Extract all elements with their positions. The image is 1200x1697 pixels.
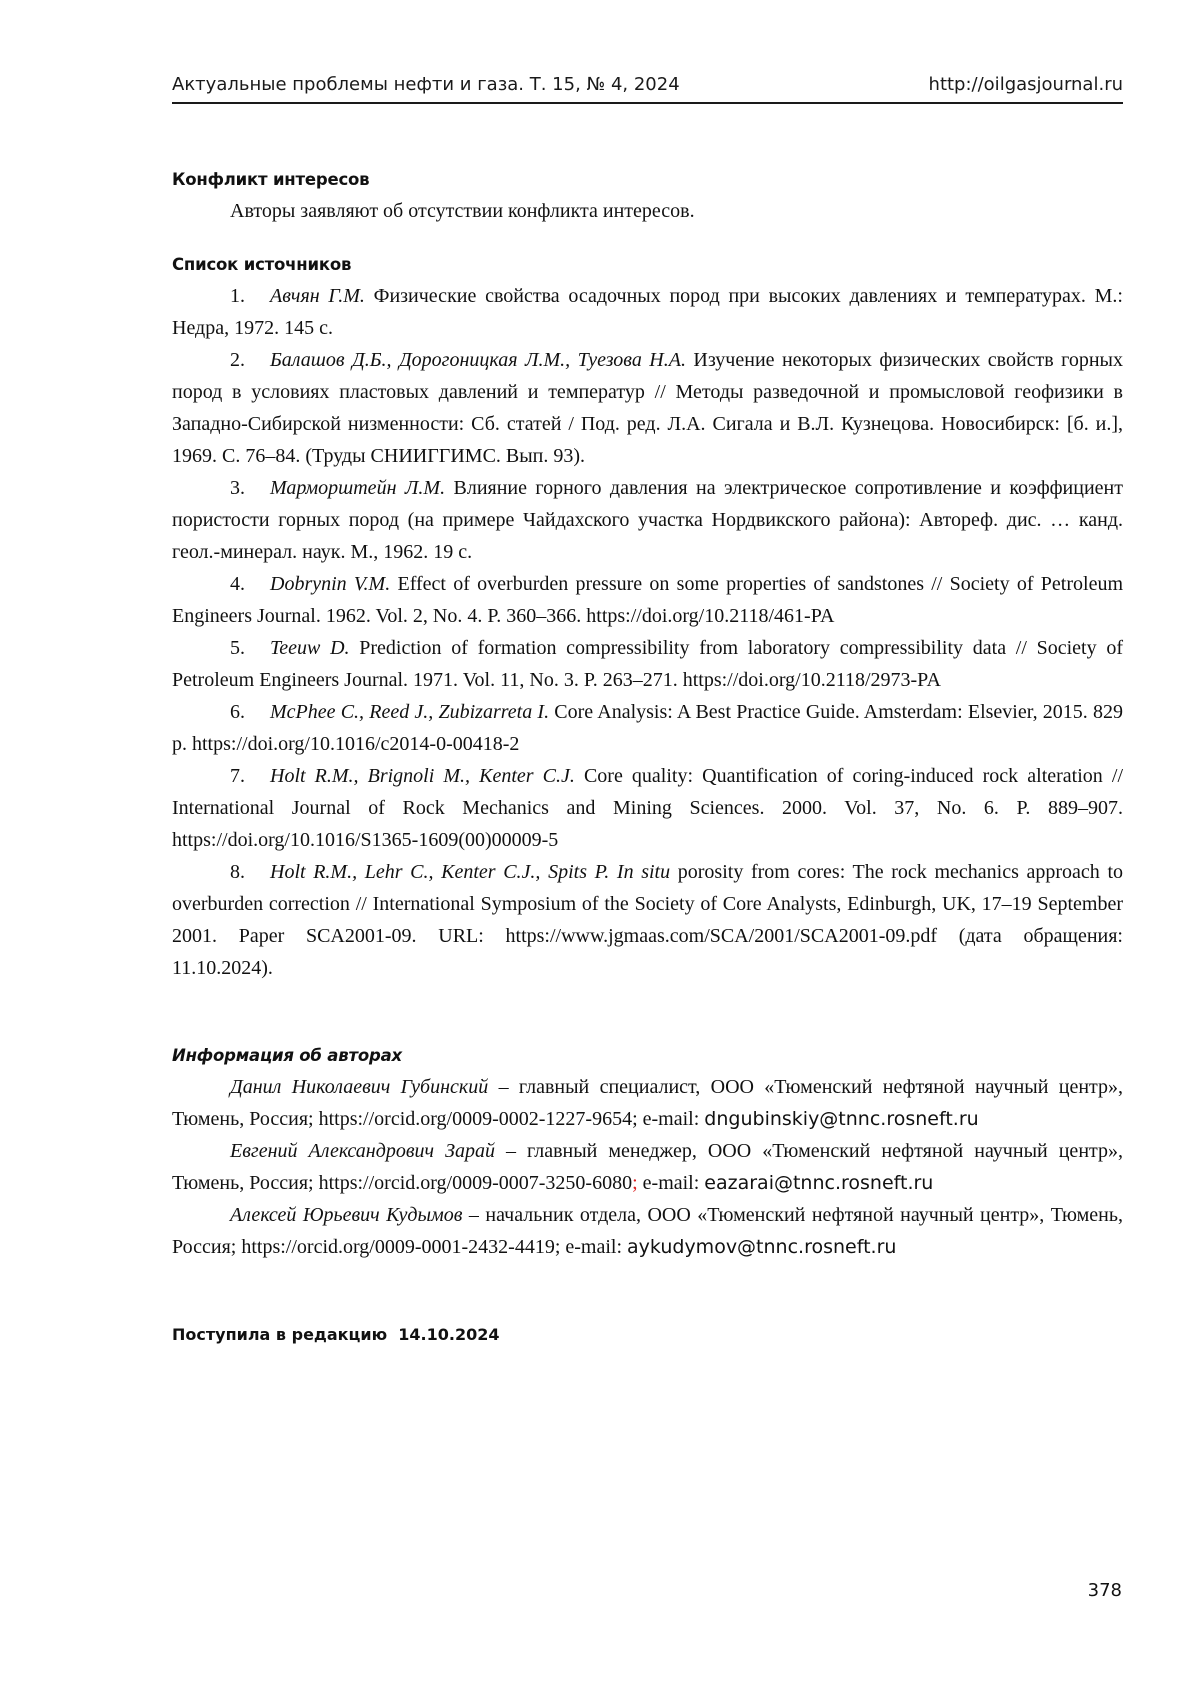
conflict-section — [172, 170, 1123, 227]
conflict-text: Авторы заявляют об отсутствии конфликта интересов. — [230, 200, 695, 222]
journal-citation: Актуальные проблемы нефти и газа. Т. 15, № 4, 2024 — [172, 74, 680, 95]
reference-text: porosity from cores: The rock mechanics approach to overburden correction // International Symposium of the Society of Core Analysts, Edinburgh, UK, 17–19 September 2001. Paper SCA2001-09. URL: https://www.jgmaas.com/SCA/2001/SCA2001-09.pdf (дата обращения: 11.10.2024). — [172, 861, 1123, 979]
author-entry — [172, 1199, 1123, 1263]
running-header — [172, 72, 1123, 104]
reference-authors: Holt R.M., Lehr C., Kenter C.J., Spits P. — [270, 861, 610, 883]
reference-item — [172, 280, 1123, 344]
reference-text: Prediction of formation compressibility from laboratory compressibility data // Society of Petroleum Engineers Journal. 1971. Vol. 11, No. 3. P. 263–271. https://doi.org/10.2118/2973-PA — [172, 637, 1123, 691]
reference-number: 5. — [230, 637, 245, 659]
reference-text: Физические свойства осадочных пород при высоких давлениях и температурах. М.: Недра, 1972. 145 с. — [172, 285, 1123, 339]
reference-item — [172, 856, 1123, 984]
reference-text: Effect of overburden pressure on some properties of sandstones // Society of Petroleum Engineers Journal. 1962. Vol. 2, No. 4. P. 360–366. https://doi.org/10.2118/461-PA — [172, 573, 1123, 627]
author-entry — [172, 1071, 1123, 1135]
reference-text: Изучение некоторых физических свойств горных пород в условиях пластовых давлений и температур // Методы разведочной и промысловой геофизики в Западно-Сибирской низменности: Сб. статей / Под. ред. Л.А. Сигала и В.Л. Кузнецова. Новосибирск: [б. и.], 1969. С. 76–84. (Труды СНИИГГИМС. Вып. 93). — [172, 349, 1123, 467]
author-email[interactable]: eazarai@tnnc.rosneft.ru — [704, 1172, 934, 1194]
reference-authors: Holt R.M., Brignoli M., Kenter C.J. — [270, 765, 575, 787]
reference-text: Core Analysis: A Best Practice Guide. Amsterdam: Elsevier, 2015. 829 p. https://doi.org/10.1016/c2014-0-00418-2 — [172, 701, 1123, 755]
author-details: – главный специалист, ООО «Тюменский нефтяной научный центр», Тюмень, Россия; https://orcid.org/0009-0002-1227-9654; e-mail: — [172, 1076, 1124, 1130]
author-email[interactable]: aykudymov@tnnc.rosneft.ru — [627, 1236, 897, 1258]
received-label: Поступила в редакцию — [172, 1325, 388, 1344]
author-separator: ; — [632, 1172, 638, 1194]
reference-number: 6. — [230, 701, 245, 723]
reference-item — [172, 760, 1123, 856]
reference-authors: Балашов Д.Б., Дорогоницкая Л.М., Туезова Н.А. — [270, 349, 686, 371]
reference-text: Core quality: Quantification of coring-induced rock alteration // International Journal of Rock Mechanics and Mining Sciences. 2000. Vol. 37, No. 6. P. 889–907. https://doi.org/10.1016/S1365-1609(00)00009-5 — [172, 765, 1123, 851]
reference-number: 4. — [230, 573, 245, 595]
author-email[interactable]: dngubinskiy@tnnc.rosneft.ru — [704, 1108, 979, 1130]
reference-item — [172, 568, 1123, 632]
references-section — [172, 255, 1123, 984]
reference-item — [172, 344, 1123, 472]
reference-number: 2. — [230, 349, 245, 371]
reference-item — [172, 632, 1123, 696]
reference-authors: McPhee C., Reed J., Zubizarreta I. — [270, 701, 550, 723]
author-name: Евгений Александрович Зарай — [230, 1140, 495, 1162]
received-date-line — [172, 1325, 1123, 1344]
author-details: – главный менеджер, ООО «Тюменский нефтяной научный центр», Тюмень, Россия; https://orcid.org/0009-0007-3250-6080 — [172, 1140, 1124, 1194]
references-list — [172, 280, 1123, 984]
page-number: 378 — [1087, 1580, 1122, 1601]
reference-number: 1. — [230, 285, 245, 307]
references-heading: Список источников — [172, 255, 352, 274]
reference-item — [172, 696, 1123, 760]
conflict-heading: Конфликт интересов — [172, 170, 370, 189]
author-name: Данил Николаевич Губинский — [230, 1076, 489, 1098]
authors-heading: Информация об авторах — [172, 1046, 402, 1065]
reference-number: 7. — [230, 765, 245, 787]
authors-section — [172, 1046, 1123, 1263]
journal-url[interactable]: http://oilgasjournal.ru — [928, 74, 1123, 95]
reference-number: 3. — [230, 477, 245, 499]
reference-item — [172, 472, 1123, 568]
reference-authors: Марморштейн Л.М. — [270, 477, 446, 499]
main-content — [172, 170, 1123, 1344]
received-date: 14.10.2024 — [398, 1325, 500, 1344]
reference-number: 8. — [230, 861, 245, 883]
author-name: Алексей Юрьевич Кудымов — [230, 1204, 463, 1226]
author-details: – начальник отдела, ООО «Тюменский нефтяной научный центр», Тюмень, Россия; https://orcid.org/0009-0001-2432-4419; e-mail: — [172, 1204, 1124, 1258]
author-email-label: e-mail: — [637, 1172, 705, 1194]
reference-italic-term: In situ — [609, 861, 671, 883]
reference-authors: Dobrynin V.M. — [270, 573, 391, 595]
author-entry — [172, 1135, 1123, 1199]
reference-authors: Teeuw D. — [270, 637, 350, 659]
reference-text: Влияние горного давления на электрическое сопротивление и коэффициент пористости горных пород (на примере Чайдахского участка Нордвикского района): Автореф. дис. … канд. геол.-минерал. наук. М., 1962. 19 с. — [172, 477, 1123, 563]
reference-authors: Авчян Г.М. — [270, 285, 365, 307]
